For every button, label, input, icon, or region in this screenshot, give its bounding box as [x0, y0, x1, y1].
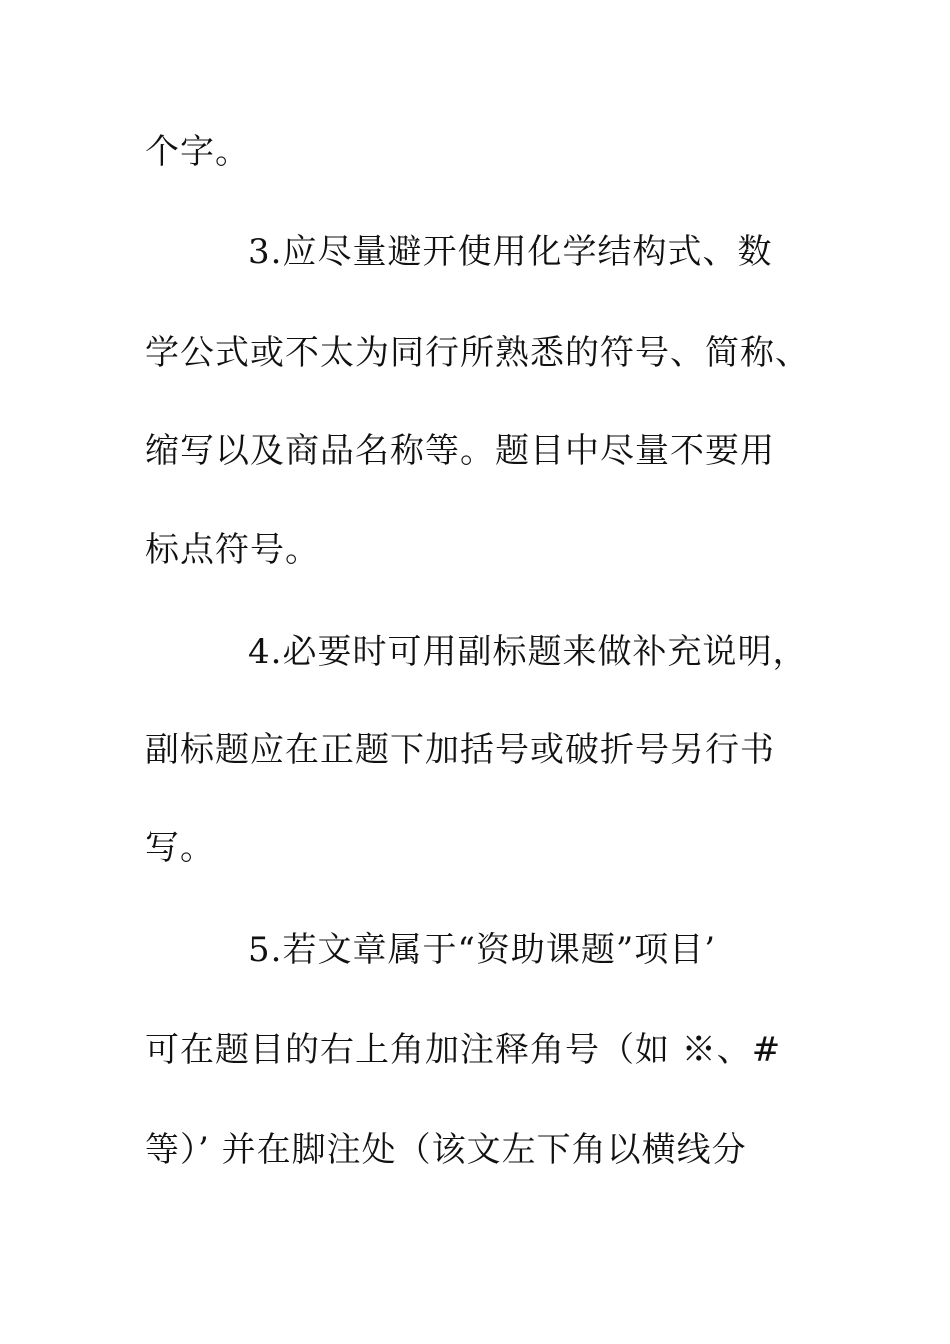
text-line-3: 学公式或不太为同行所熟悉的符号、简称、 [145, 333, 810, 373]
text-line-5: 标点符号。 [145, 530, 320, 570]
text-line-2: 3.应尽量避开使用化学结构式、数 [248, 232, 773, 272]
text-line-4: 缩写以及商品名称等。题目中尽量不要用 [145, 431, 775, 471]
text-line-8: 写。 [145, 828, 215, 868]
text-line-11: 等）’ 并在脚注处（该文左下角以横线分 [145, 1130, 747, 1170]
text-line-7: 副标题应在正题下加括号或破折号另行书 [145, 730, 775, 770]
text-line-6: 4.必要时可用副标题来做补充说明， [248, 632, 808, 672]
text-line-1: 个字。 [145, 132, 250, 172]
text-line-10: 可在题目的右上角加注释角号（如 ※、# [145, 1030, 782, 1070]
text-line-9: 5.若文章属于“资助课题”项目’ [248, 930, 717, 970]
